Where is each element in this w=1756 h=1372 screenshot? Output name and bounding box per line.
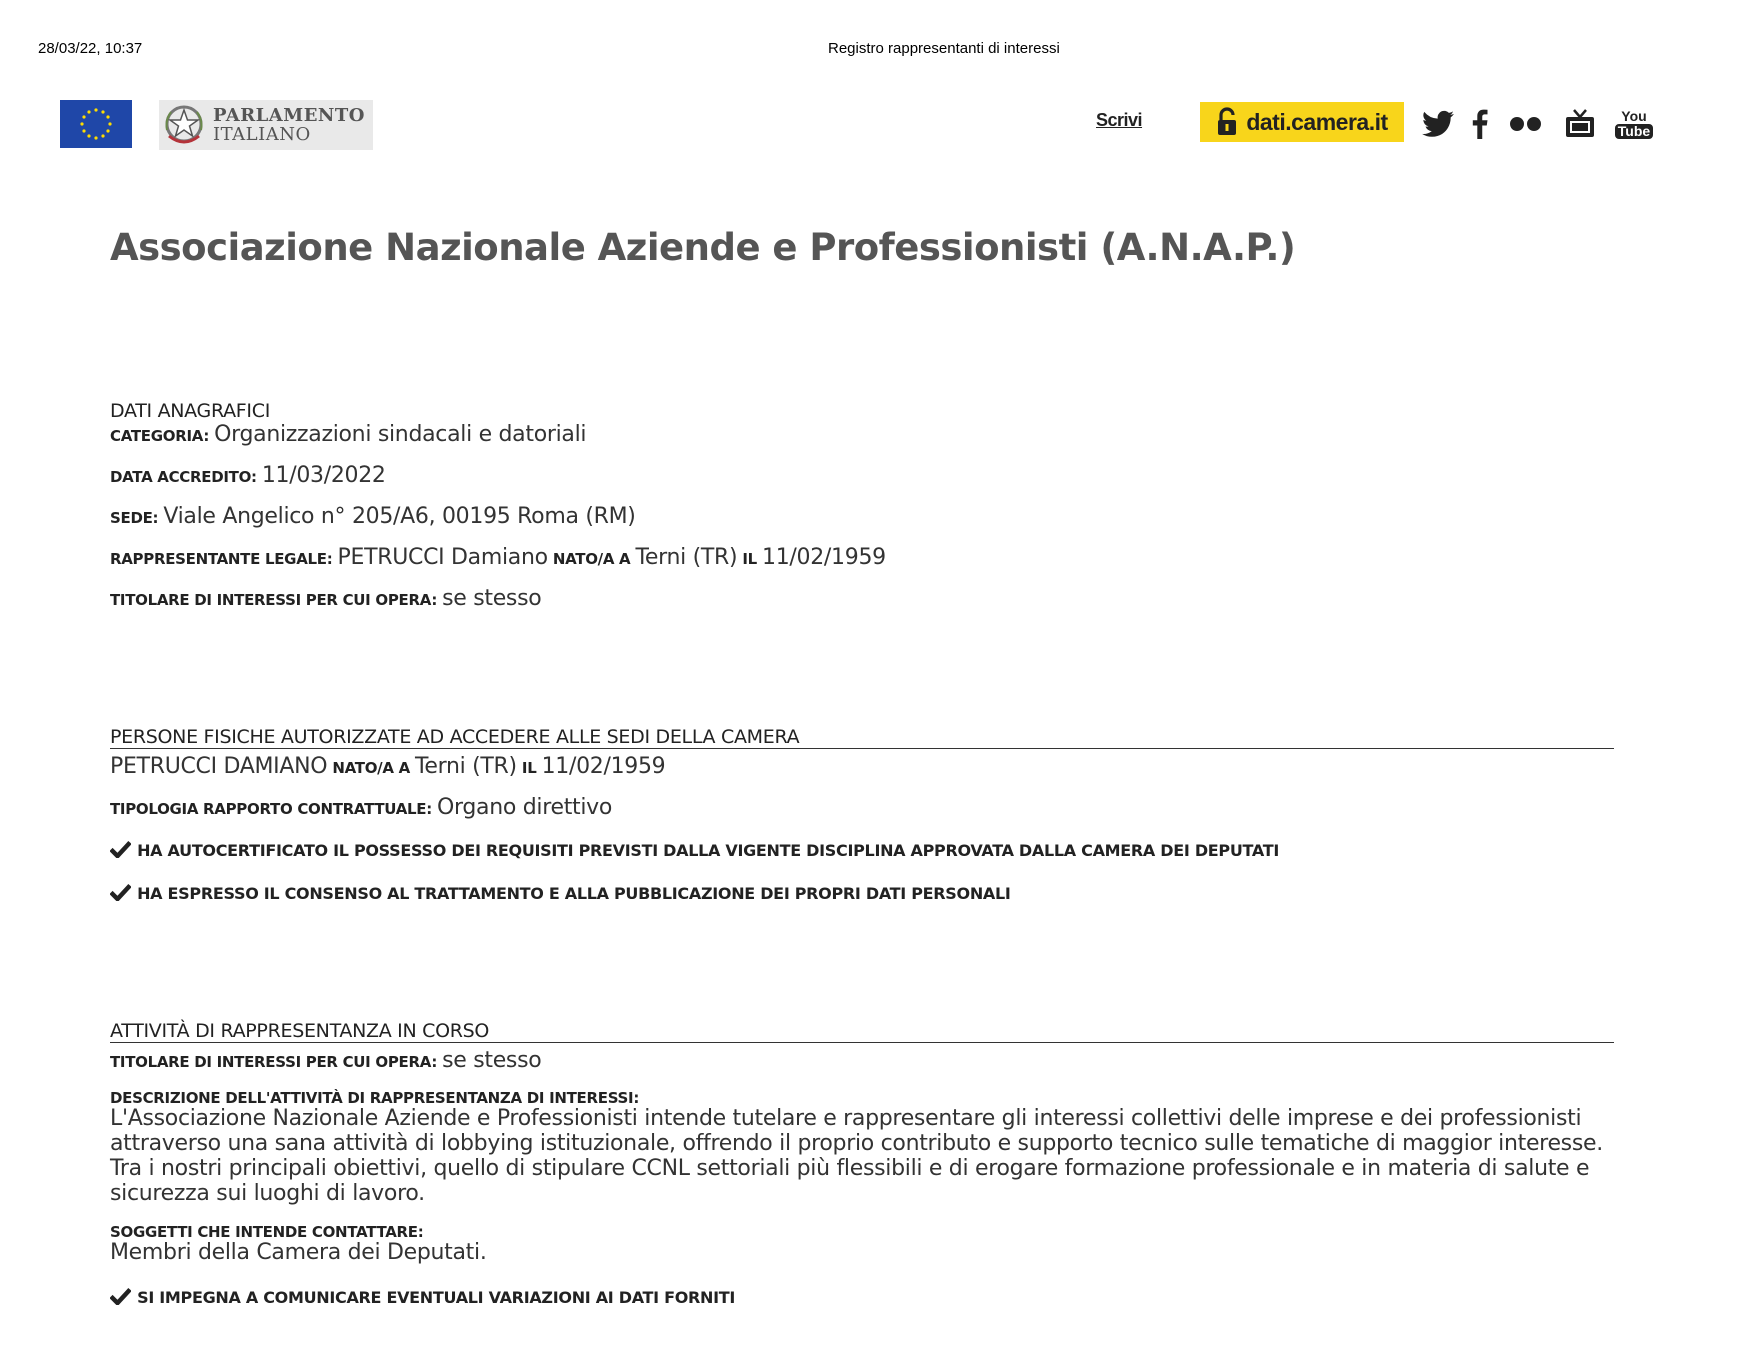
il-value: 11/02/1959: [762, 545, 886, 570]
titolare-label: TITOLARE DI INTERESSI PER CUI OPERA:: [110, 591, 438, 609]
check-autocertificato: HA AUTOCERTIFICATO IL POSSESSO DEI REQUISITI PREVISTI DALLA VIGENTE DISCIPLINA APPROVATA DALLA CAMERA DEI DEPUTATI: [137, 841, 1280, 860]
eu-flag-icon[interactable]: [60, 100, 132, 148]
youtube-icon[interactable]: [1612, 104, 1656, 144]
persona-il-value: 11/02/1959: [541, 754, 666, 779]
facebook-icon[interactable]: [1468, 104, 1492, 144]
dati-camera-button[interactable]: [1200, 102, 1404, 142]
tipologia-value: Organo direttivo: [437, 795, 613, 820]
rappresentante-row: [110, 545, 886, 570]
parliament-emblem-icon: [161, 102, 207, 148]
data-accredito-label: DATA ACCREDITO:: [110, 468, 257, 486]
section-dati-anagrafici: [110, 400, 1610, 620]
check-row: [110, 1287, 735, 1307]
categoria-label: CATEGORIA:: [110, 427, 210, 445]
persona-row: [110, 754, 665, 779]
titolare-row: [110, 586, 541, 611]
descrizione-value: L'Associazione Nazionale Aziende e Professionisti intende tutelare e rappresentare gli interessi collettivi delle imprese e dei professionisti attraverso una sana attività di lobbying istituzionale, offrendo il proprio contributo e supporto tecnico sulle tematiche di maggior interesse. Tra i nostri principali obiettivi, quello di stipulare CCNL settoriali più flessibili e di erogare formazione professionale e in materia di salute e sicurezza sui luoghi di lavoro.: [110, 1106, 1603, 1206]
twitter-icon[interactable]: [1418, 104, 1458, 144]
descrizione-label: DESCRIZIONE DELL'ATTIVITÀ DI RAPPRESENTANZA DI INTERESSI:: [110, 1089, 640, 1107]
section-heading: DATI ANAGRAFICI: [110, 400, 270, 422]
print-title: Registro rappresentanti di interessi: [828, 40, 1060, 57]
attivita-titolare-label: TITOLARE DI INTERESSI PER CUI OPERA:: [110, 1053, 438, 1071]
titolare-value: se stesso: [442, 586, 542, 611]
site-header: [60, 100, 1690, 152]
data-accredito-row: [110, 463, 386, 488]
scrivi-link[interactable]: Scrivi: [1096, 110, 1143, 130]
tipologia-row: [110, 795, 612, 820]
persona-name: PETRUCCI DAMIANO: [110, 754, 328, 779]
youtube-you: You: [1621, 108, 1647, 124]
categoria-row: [110, 422, 586, 447]
sede-label: SEDE:: [110, 509, 159, 527]
il-label: IL: [742, 550, 757, 568]
print-date: 28/03/22, 10:37: [38, 40, 143, 57]
persona-il-label: IL: [521, 759, 537, 777]
lock-icon: [1216, 107, 1238, 137]
section-heading: ATTIVITÀ DI RAPPRESENTANZA IN CORSO: [110, 1020, 1614, 1043]
check-consenso: HA ESPRESSO IL CONSENSO AL TRATTAMENTO E ALLA PUBBLICAZIONE DEI PROPRI DATI PERSONALI: [137, 884, 1011, 903]
rappresentante-label: RAPPRESENTANTE LEGALE:: [110, 550, 333, 568]
data-accredito-value: 11/03/2022: [261, 463, 386, 488]
section-heading: PERSONE FISICHE AUTORIZZATE AD ACCEDERE ALLE SEDI DELLA CAMERA: [110, 726, 1614, 749]
attivita-titolare-value: se stesso: [442, 1048, 542, 1073]
parlamento-logo[interactable]: [159, 100, 373, 150]
persona-nato-label: NATO/A A: [332, 759, 410, 777]
sede-value: Viale Angelico n° 205/A6, 00195 Roma (RM): [163, 504, 636, 529]
tv-icon[interactable]: [1560, 104, 1600, 144]
soggetti-value: Membri della Camera dei Deputati.: [110, 1240, 487, 1265]
sede-row: [110, 504, 636, 529]
categoria-value: Organizzazioni sindacali e datoriali: [214, 422, 587, 447]
flickr-icon[interactable]: [1506, 104, 1546, 144]
soggetti-label: SOGGETTI CHE INTENDE CONTATTARE:: [110, 1223, 424, 1241]
youtube-tube: Tube: [1615, 124, 1653, 139]
persona-nato-value: Terni (TR): [414, 754, 517, 779]
page-title: Associazione Nazionale Aziende e Professionisti (A.N.A.P.): [110, 226, 1296, 269]
nato-label: NATO/A A: [552, 550, 631, 568]
attivita-titolare-row: [110, 1048, 541, 1073]
check-row: [110, 883, 1011, 903]
check-icon: [110, 1287, 132, 1305]
section-persone-fisiche: [110, 726, 1610, 926]
tipologia-label: TIPOLOGIA RAPPORTO CONTRATTUALE:: [110, 800, 432, 818]
section-attivita: [110, 1020, 1610, 1340]
check-icon: [110, 840, 132, 858]
parlamento-logo-text: PARLAMENTO ITALIANO: [213, 105, 365, 145]
check-variazioni: SI IMPEGNA A COMUNICARE EVENTUALI VARIAZIONI AI DATI FORNITI: [137, 1288, 736, 1307]
rappresentante-value: PETRUCCI Damiano: [337, 545, 548, 570]
check-icon: [110, 883, 132, 901]
dati-camera-label: dati.camera.it: [1246, 108, 1388, 135]
nato-value: Terni (TR): [635, 545, 738, 570]
check-row: [110, 840, 1279, 860]
